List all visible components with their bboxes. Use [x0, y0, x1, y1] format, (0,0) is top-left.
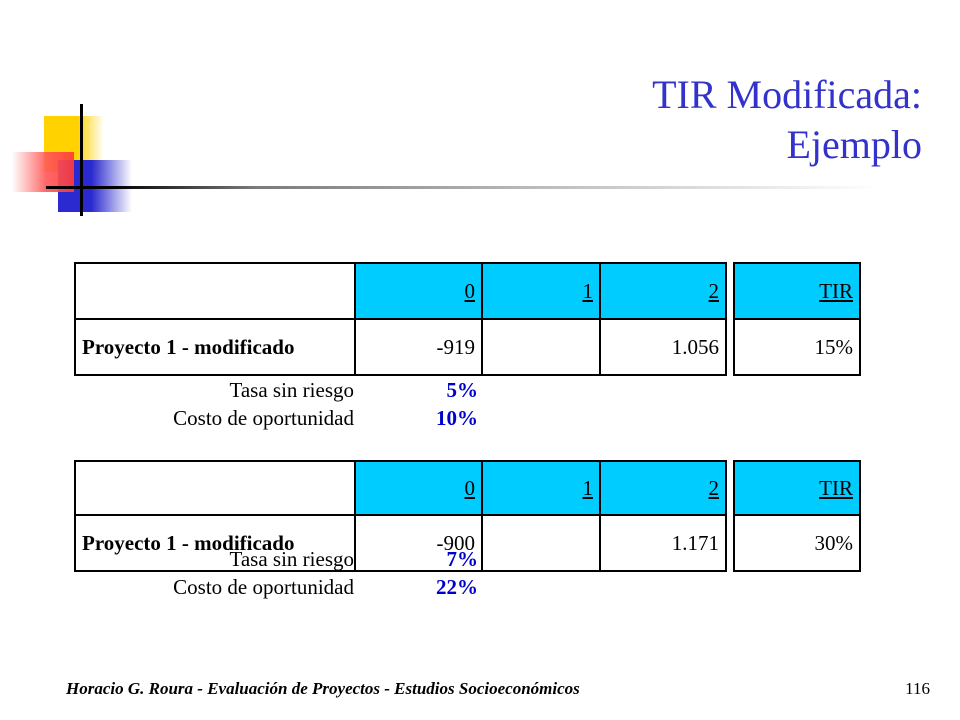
table-header-row [75, 263, 860, 319]
table-header-row [75, 461, 860, 515]
table-row [75, 319, 860, 375]
param-value: 7% [446, 547, 478, 571]
title-underline [46, 186, 880, 189]
row-label: Proyecto 1 - modificado [75, 319, 355, 375]
header-cell-tir: TIR [734, 461, 860, 515]
cell-period-2: 1.056 [600, 319, 726, 375]
cashflow-table-1 [74, 262, 861, 376]
slide-title [652, 70, 922, 170]
param-value: 10% [436, 406, 478, 430]
cell-period-0: -919 [355, 319, 482, 375]
header-cell-period-0: 0 [355, 461, 482, 515]
header-cell-period-0: 0 [355, 263, 482, 319]
header-cell-period-2: 2 [600, 263, 726, 319]
cell-tir: 15% [734, 319, 860, 375]
slide-title-line2: Ejemplo [786, 122, 922, 167]
param-label: Costo de oportunidad [173, 575, 354, 599]
cell-period-2: 1.171 [600, 515, 726, 571]
header-cell-tir: TIR [734, 263, 860, 319]
table-gap [726, 263, 734, 319]
header-empty-cell [75, 263, 355, 319]
param-value: 5% [446, 378, 478, 402]
param-value: 22% [436, 575, 478, 599]
header-empty-cell [75, 461, 355, 515]
header-cell-period-1: 1 [482, 263, 600, 319]
param-label: Tasa sin riesgo [229, 547, 354, 571]
cell-period-1 [482, 515, 600, 571]
table-gap [726, 515, 734, 571]
footer-text: Horacio G. Roura - Evaluación de Proyectos - Estudios Socioeconómicos [66, 679, 580, 698]
table-gap [726, 461, 734, 515]
logo-vertical-line [80, 104, 83, 216]
page-number: 116 [905, 679, 930, 698]
param-label: Costo de oportunidad [173, 406, 354, 430]
cell-tir: 30% [734, 515, 860, 571]
param-label: Tasa sin riesgo [229, 378, 354, 402]
table-gap [726, 319, 734, 375]
header-cell-period-1: 1 [482, 461, 600, 515]
cell-period-1 [482, 319, 600, 375]
slide-title-line1: TIR Modificada: [652, 72, 922, 117]
cell-period-0: -900 [355, 515, 482, 571]
row-label: Proyecto 1 - modificado [75, 515, 355, 571]
header-cell-period-2: 2 [600, 461, 726, 515]
